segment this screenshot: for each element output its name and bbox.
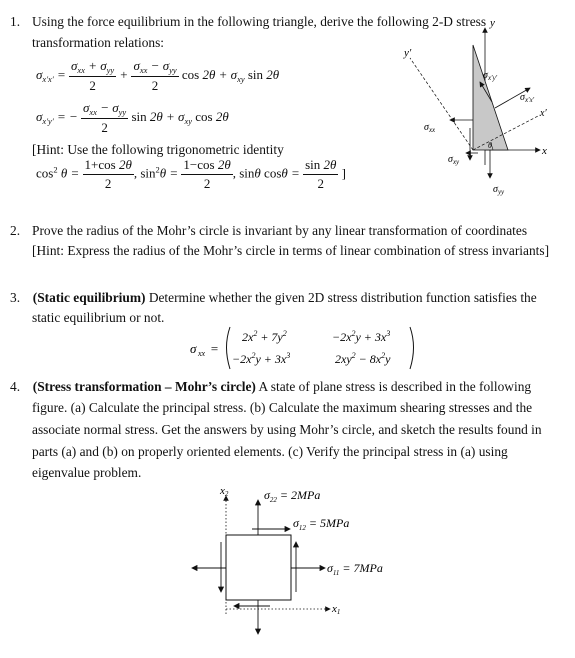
problem-4-number: 4. — [10, 379, 21, 394]
fig1-label-y-prime: y′ — [404, 47, 412, 59]
problem-1-hint: [Hint: Use the following trigonometric identity — [32, 142, 284, 157]
problem-2-number: 2. — [10, 223, 21, 238]
problem-3-text-line1: Determine whether the given 2D stress distribution function satisfies the — [145, 290, 537, 305]
stress-triangle-figure — [390, 10, 570, 200]
problem-4-title: (Stress transformation – Mohr’s circle) — [32, 379, 256, 394]
fig4-label-s11: $\sigma_{11} = 7MPa$ — [327, 561, 383, 577]
stress-element-figure — [190, 482, 420, 654]
problem-3-line1 — [10, 288, 537, 307]
problem-4-line1 — [10, 377, 531, 396]
problem-4-text-line4: parts (a) and (b) on properly oriented elements. (c) Verify the principal stress in (a) using — [32, 444, 508, 459]
svg-text:−2x2y + 3x3: $-2x^2y + 3x^3$ — [332, 329, 391, 344]
fig1-label-y: y — [490, 17, 495, 29]
problem-3-number: 3. — [10, 290, 21, 305]
problem-3-text-line2: static equilibrium or not. — [32, 310, 165, 325]
fig4-element — [226, 535, 291, 600]
svg-text:σ: σ — [190, 341, 197, 356]
fig4-label-x2: x2 — [220, 485, 229, 498]
problem-2-text-line1: Prove the radius of the Mohr’s circle is invariant by any linear transformation of coordinates — [32, 223, 528, 238]
trig-identities: $\cos^2 \theta$ = $\frac{1+\cos 2\theta}{2}$ , $\sin^2\theta$ = $\frac{1-\cos 2\theta}{2}$ , sinθ cosθ = $\frac{\sin 2\theta}{2}$ ] — [36, 157, 346, 191]
fig4-label-x1: x1 — [332, 603, 341, 616]
problem-1-text-line2: transformation relations: — [32, 35, 165, 50]
fig1-label-sig-xpyp: $\sigma_{x'y'}$ — [483, 70, 498, 82]
equation-sigma-xpyp: $\sigma_{x'y'}$ = − $\sigma_{xx} - \sigma_{yy}$ 2 $\sin 2\theta + \sigma_{xy}$ cos 2θ — [36, 100, 229, 135]
svg-text:=: = — [210, 341, 219, 356]
problem-3-title: (Static equilibrium) — [32, 290, 146, 305]
fig1-label-sig-xx: $\sigma_{xx}$ — [424, 122, 436, 134]
problem-2-text-line2: [Hint: Express the radius of the Mohr’s circle in terms of linear combination of stress invariants] — [32, 243, 550, 258]
equation-sigma-xpxp: $\sigma_{x'x'}$ = $\sigma_{xx} + \sigma_{yy}$ 2 + $\sigma_{xx} - \sigma_{yy}$ 2 $\cos 2\theta + \sigma_{xy}$ sin 2θ — [36, 58, 280, 93]
fig1-triangle — [473, 45, 508, 150]
fig4-label-s22: $\sigma_{22} = 2MPa$ — [264, 488, 321, 504]
fig1-label-x-prime: x′ — [540, 108, 547, 119]
fig1-label-x: x — [542, 145, 547, 157]
svg-text:2xy2 − 8x2y: $2xy^2 - 8x^2y$ — [335, 351, 391, 366]
problem-4-text-line1: A state of plane stress is described in the following — [255, 379, 532, 394]
svg-text:2x2 + 7y2: $2x^2 + 7y^2$ — [242, 329, 287, 344]
fig1-label-sig-xpxp: $\sigma_{x'x'}$ — [520, 92, 535, 104]
fig4-label-s12: $\sigma_{12} = 5MPa$ — [293, 516, 350, 532]
problem-1-number: 1. — [10, 14, 21, 29]
svg-text:xx: xx — [198, 349, 206, 358]
problem-1-text-line1: Using the force equilibrium in the following triangle, derive the following 2-D stress — [32, 14, 487, 29]
svg-text:−2x2y + 3x3: $-2x^2y + 3x^3$ — [232, 351, 291, 366]
fig1-label-sig-yy: $\sigma_{yy}$ — [493, 184, 505, 196]
fig1-label-sig-xy: $\sigma_{xy}$ — [448, 154, 460, 166]
problem-4-text-line5: eigenvalue problem. — [32, 465, 142, 480]
problem-4-text-line2: figure. (a) Calculate the principal stress. (b) Calculate the maximum shearing stresses and the — [32, 400, 533, 415]
fig1-label-theta: θ — [488, 141, 492, 150]
problem-4-text-line3: associate normal stress. Get the answers by using Mohr’s circle, and sketch the results found in — [32, 422, 542, 437]
